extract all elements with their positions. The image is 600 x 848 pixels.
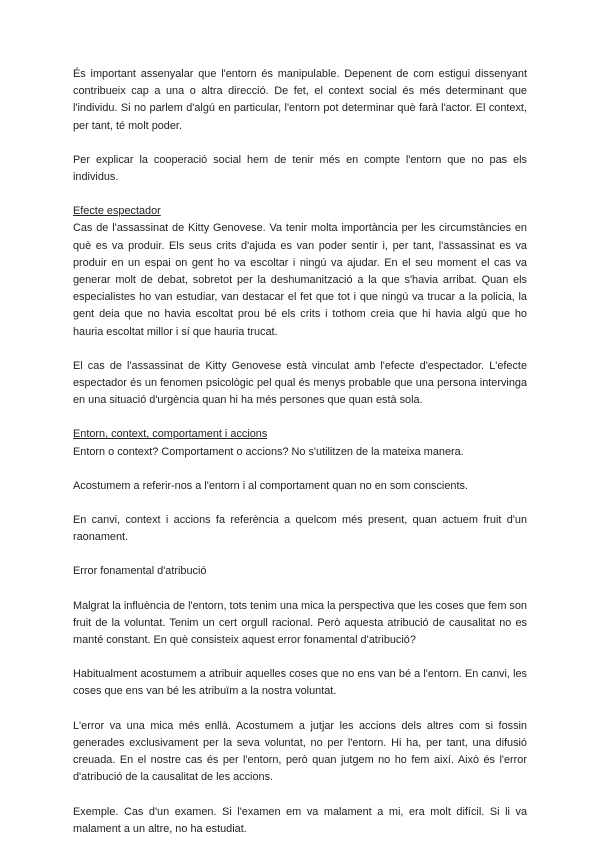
document-page xyxy=(73,66,527,838)
paragraph-entorn-manipulable: És important assenyalar que l'entorn és manipulable. Depenent de com estigui dissenyant contribueix cap a una o altra direcció. De fet, el context social és més determinant que l'individu. Si no parlem d'algú en particular, l'entorn pot determinar què farà l'actor. El context, per tant, té molt poder. xyxy=(73,68,527,132)
paragraph-cooperacio-social: Per explicar la cooperació social hem de tenir més en compte l'entorn que no pas els individus. xyxy=(73,153,527,184)
paragraph-context-accions: En canvi, context i accions fa referència a quelcom més present, quan actuem fruit d'un raonament. xyxy=(73,514,527,544)
paragraph-exemple-examen: Exemple. Cas d'un examen. Si l'examen em va malament a mi, era molt difícil. Si li va malament a un altre, no ha estudiat. xyxy=(73,805,527,835)
paragraph-habitualment: Habitualment acostumem a atribuir aquelles coses que no ens van bé a l'entorn. En canvi, les coses que ens van bé les atribuïm a la nostra voluntat. xyxy=(73,668,527,698)
heading-error-fonamental: Error fonamental d'atribució xyxy=(73,565,207,578)
heading-efecte-espectador: Efecte espectador xyxy=(73,205,161,218)
heading-entorn-context: Entorn, context, comportament i accions xyxy=(73,428,268,441)
paragraph-entorn-o-context: Entorn o context? Comportament o accions? No s'utilitzen de la mateixa manera. xyxy=(73,445,464,458)
paragraph-error-mes-enlla: L'error va una mica més enllà. Acostumem a jutjar les accions dels altres com si fossin generades exclusivament per la seva voluntat, no per l'entorn. Hi ha, per tant, una difusió creuada. En el nostre cas és per l'entorn, però quan jutgem no ho fem així. Això és l'error d'atribució de la causalitat de les accions. xyxy=(73,719,527,784)
paragraph-acostumem-referir: Acostumem a referir-nos a l'entorn i al comportament quan no en som conscients. xyxy=(73,479,468,492)
paragraph-efecte-espectador-definicio: El cas de l'assassinat de Kitty Genovese està vinculat amb l'efecte d'espectador. L'efecte espectador és un fenomen psicològic pel qual és menys probable que una persona intervinga en una situació d'urgència quan hi ha més persones que quan està sola. xyxy=(73,359,527,407)
paragraph-influencia-entorn: Malgrat la influència de l'entorn, tots tenim una mica la perspectiva que les coses que fem son fruit de la voluntat. Tenim un cert orgull racional. Però aquesta atribució de causalitat no es manté constant. En què consisteix aquest error fonamental d'atribució? xyxy=(73,599,527,647)
paragraph-kitty-genovese: Cas de l'assassinat de Kitty Genovese. Va tenir molta importància per les circumstàncies en què es va produir. Els seus crits d'ajuda es van poder sentir i, per tant, l'assassinat es va produir en un espai on gent ho va escoltar i ningú va ajudar. En el seu moment el cas va generar molt de debat, sobretot per la deshumanització a la que s'havia arribat. Quan els especialistes ho van estudiar, van destacar el fet que tot i que ningú va trucar a la policia, la gent deia que no havia escoltat prou bé els crits i tothom creia que hi havia algú que ho hauria escoltat millor i sí que hauria trucat. xyxy=(73,222,527,338)
